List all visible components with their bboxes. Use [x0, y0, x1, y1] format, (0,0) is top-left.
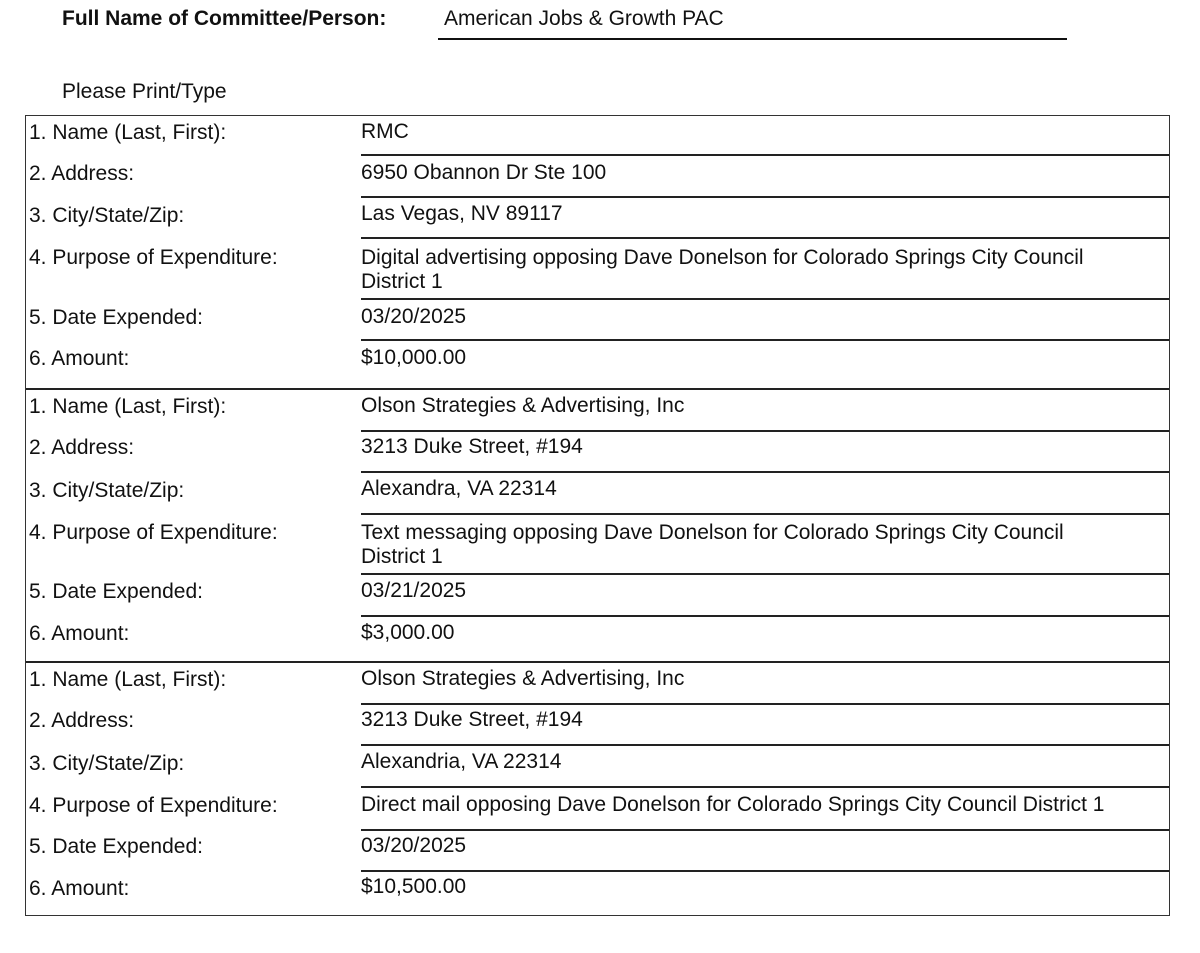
amount-field[interactable] [361, 346, 1169, 380]
expenditure-entry [26, 661, 1169, 917]
address-field[interactable] [361, 435, 1169, 473]
amount-label: 6. Amount: [29, 877, 130, 900]
name-value: Olson Strategies & Advertising, Inc [361, 667, 685, 690]
date-expended-field[interactable] [361, 579, 1169, 617]
name-label: 1. Name (Last, First): [29, 668, 227, 691]
expenditure-entry [26, 116, 1169, 388]
purpose-value-line1: Digital advertising opposing Dave Donelson for Colorado Springs City Council [361, 246, 1084, 269]
amount-field[interactable] [361, 875, 1169, 909]
date-expended-value: 03/21/2025 [361, 579, 467, 602]
name-field[interactable] [361, 667, 1169, 705]
purpose-value-line2: District 1 [361, 270, 443, 293]
committee-name-field[interactable] [438, 5, 1067, 40]
date-expended-value: 03/20/2025 [361, 305, 467, 328]
city-state-zip-value: Alexandria, VA 22314 [361, 750, 562, 773]
city-state-zip-value: Las Vegas, NV 89117 [361, 202, 563, 225]
committee-name-label: Full Name of Committee/Person: [62, 7, 387, 30]
purpose-value-line1: Text messaging opposing Dave Donelson for Colorado Springs City Council [361, 521, 1064, 544]
city-state-zip-field[interactable] [361, 477, 1169, 515]
city-state-zip-label: 3. City/State/Zip: [29, 204, 185, 227]
address-field[interactable] [361, 708, 1169, 746]
purpose-label: 4. Purpose of Expenditure: [29, 794, 278, 817]
amount-label: 6. Amount: [29, 622, 130, 645]
name-label: 1. Name (Last, First): [29, 121, 227, 144]
expenditure-entry [26, 388, 1169, 663]
purpose-value-line1: Direct mail opposing Dave Donelson for Colorado Springs City Council District 1 [361, 793, 1105, 816]
city-state-zip-field[interactable] [361, 202, 1169, 239]
address-label: 2. Address: [29, 162, 135, 185]
date-expended-label: 5. Date Expended: [29, 835, 203, 858]
purpose-label: 4. Purpose of Expenditure: [29, 521, 278, 544]
city-state-zip-value: Alexandra, VA 22314 [361, 477, 557, 500]
amount-value: $3,000.00 [361, 621, 455, 644]
amount-value: $10,000.00 [361, 346, 467, 369]
date-expended-label: 5. Date Expended: [29, 580, 203, 603]
date-expended-label: 5. Date Expended: [29, 306, 203, 329]
expenditure-form [25, 115, 1170, 916]
amount-label: 6. Amount: [29, 347, 130, 370]
date-expended-field[interactable] [361, 305, 1169, 341]
name-field[interactable] [361, 120, 1169, 156]
name-field[interactable] [361, 394, 1169, 432]
city-state-zip-label: 3. City/State/Zip: [29, 479, 185, 502]
address-value: 3213 Duke Street, #194 [361, 708, 583, 731]
amount-field[interactable] [361, 621, 1169, 655]
print-type-note: Please Print/Type [62, 80, 227, 103]
date-expended-value: 03/20/2025 [361, 834, 467, 857]
name-value: Olson Strategies & Advertising, Inc [361, 394, 685, 417]
purpose-label: 4. Purpose of Expenditure: [29, 246, 278, 269]
purpose-value-line2: District 1 [361, 545, 443, 568]
address-label: 2. Address: [29, 436, 135, 459]
purpose-field[interactable] [361, 521, 1169, 575]
date-expended-field[interactable] [361, 834, 1169, 872]
purpose-field[interactable] [361, 246, 1169, 300]
city-state-zip-label: 3. City/State/Zip: [29, 752, 185, 775]
name-value: RMC [361, 120, 409, 143]
address-field[interactable] [361, 161, 1169, 198]
committee-name-value: American Jobs & Growth PAC [444, 7, 724, 30]
name-label: 1. Name (Last, First): [29, 395, 227, 418]
purpose-field[interactable] [361, 793, 1169, 831]
address-label: 2. Address: [29, 709, 135, 732]
address-value: 6950 Obannon Dr Ste 100 [361, 161, 607, 184]
city-state-zip-field[interactable] [361, 750, 1169, 788]
address-value: 3213 Duke Street, #194 [361, 435, 583, 458]
amount-value: $10,500.00 [361, 875, 467, 898]
